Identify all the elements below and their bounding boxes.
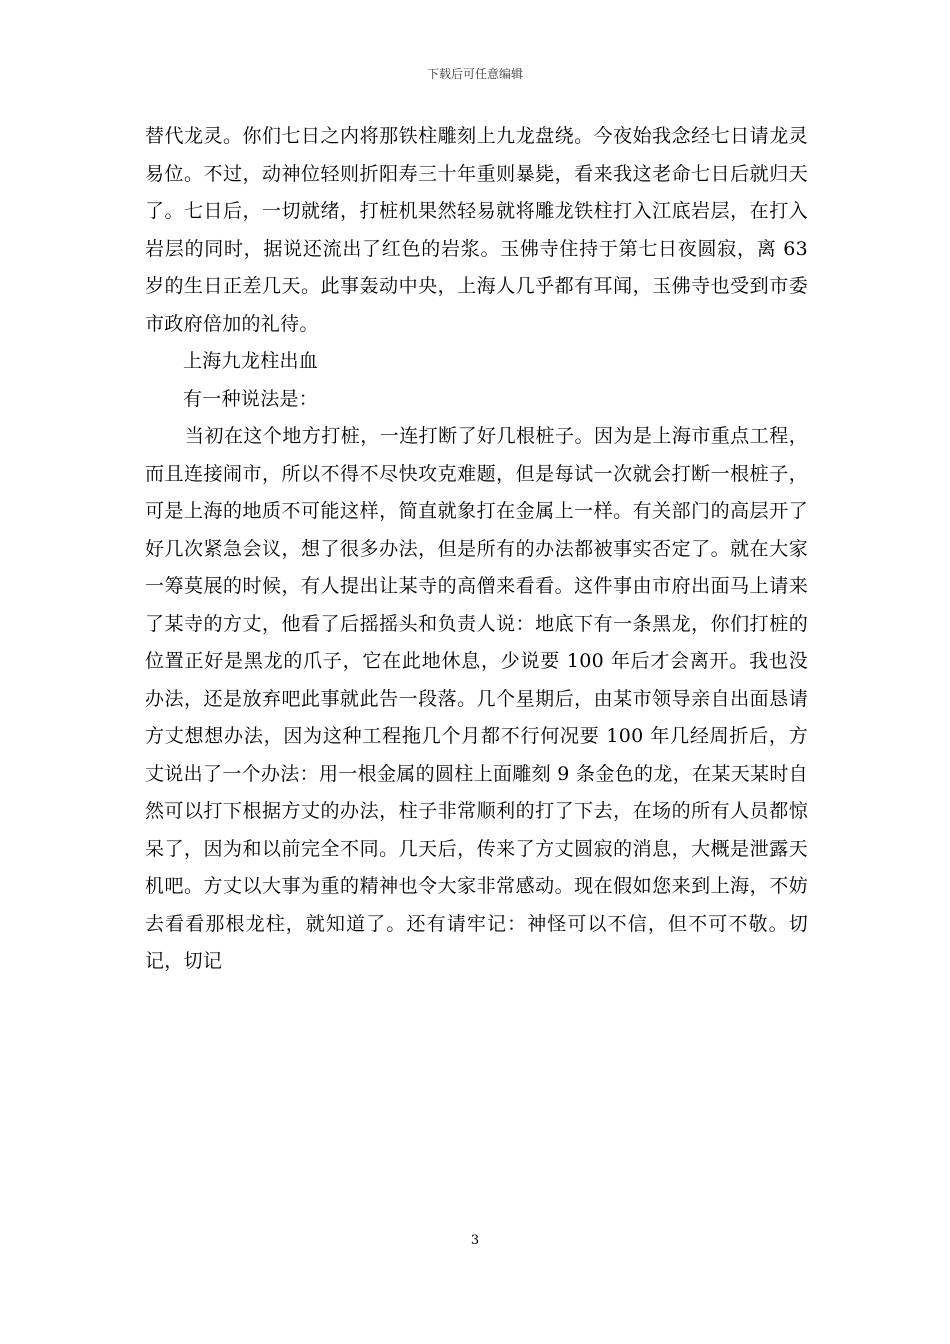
paragraph-story: 当初在这个地方打桩，一连打断了好几根桩子。因为是上海市重点工程，而且连接闹市，所以不得不尽快攻克难题，但是每试一次就会打断一根桩子，可是上海的地质不可能这样，简直就象打在金属上一样。有关部门的高层开了好几次紧急会议，想了很多办法，但是所有的办法都被事实否定了。就在大家一筹莫展的时候，有人提出让某寺的高僧来看看。这件事由市府出面马上请来了某寺的方丈，他看了后摇摇头和负责人说：地底下有一条黑龙，你们打桩的位置正好是黑龙的爪子，它在此地休息，少说要 100 年后才会离开。我也没办法，还是放弃吧此事就此告一段落。几个星期后，由某市领导亲自出面恳请方丈想想办法，因为这种工程拖几个月都不行何况要 100 年几经周折后，方丈说出了一个办法：用一根金属的圆柱上面雕刻 9 条金色的龙，在某天某时自然可以打下根据方丈的办法，柱子非常顺利的打了下去，在场的所有人员都惊呆了，因为和以前完全不同。几天后，传来了方丈圆寂的消息，大概是泄露天机吧。方丈以大事为重的精神也令大家非常感动。现在假如您来到上海，不妨去看看那根龙柱，就知道了。还有请牢记：神怪可以不信，但不可不敬。切记，切记 (145, 425, 808, 972)
paragraph-intro: 有一种说法是： (183, 387, 319, 410)
page-header: 下载后可任意编辑 (426, 67, 523, 81)
document-body (145, 118, 808, 981)
page-number: 3 (470, 1233, 480, 1248)
paragraph-continuation: 替代龙灵。你们七日之内将那铁柱雕刻上九龙盘绕。今夜始我念经七日请龙灵易位。不过，动神位轻则折阳寿三十年重则暴毙，看来我这老命七日后就归天了。七日后，一切就绪，打桩机果然轻易就将雕龙铁柱打入江底岩层，在打入岩层的同时，据说还流出了红色的岩浆。玉佛寺住持于第七日夜圆寂，离 63 岁的生日正差几天。此事轰动中央，上海人几乎都有耳闻，玉佛寺也受到市委市政府倍加的礼待。 (145, 125, 808, 335)
section-heading: 上海九龙柱出血 (183, 350, 319, 372)
